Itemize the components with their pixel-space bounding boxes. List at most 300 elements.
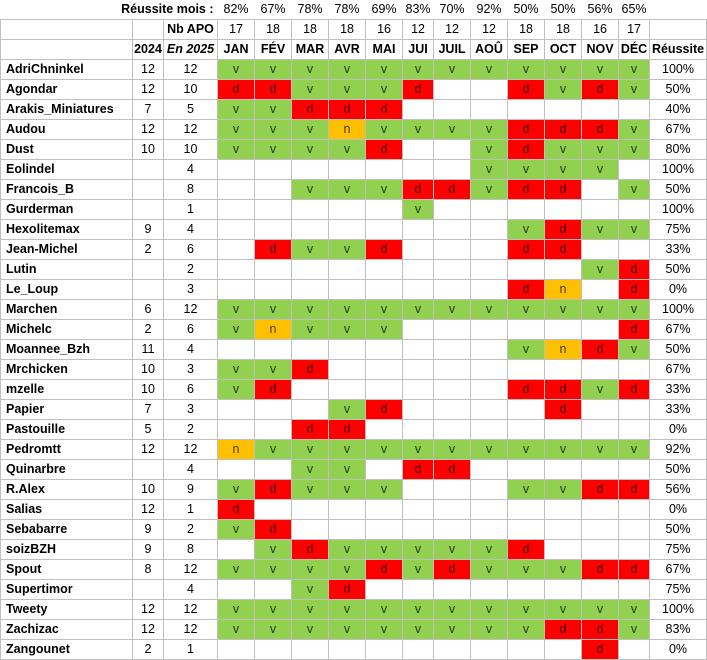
month-status-cell: d <box>366 400 403 420</box>
month-status-cell: v <box>434 60 471 80</box>
month-status-cell <box>218 180 255 200</box>
table-row <box>1 100 707 120</box>
month-status-cell <box>218 540 255 560</box>
month-status-cell <box>255 420 292 440</box>
month-status-cell: d <box>619 560 650 580</box>
table-row <box>1 180 707 200</box>
month-status-cell <box>255 340 292 360</box>
month-status-cell <box>471 200 508 220</box>
month-status-cell: d <box>255 480 292 500</box>
count-2024: 10 <box>133 480 164 500</box>
month-status-cell <box>255 500 292 520</box>
count-2024: 10 <box>133 140 164 160</box>
count-2025: 2 <box>164 520 218 540</box>
month-status-cell: d <box>292 100 329 120</box>
month-status-cell: d <box>545 120 582 140</box>
month-status-cell: v <box>545 440 582 460</box>
month-status-cell: v <box>255 300 292 320</box>
month-status-cell: v <box>329 140 366 160</box>
month-status-cell <box>218 400 255 420</box>
month-count: 18 <box>292 20 329 40</box>
month-status-cell: v <box>292 620 329 640</box>
month-status-cell: v <box>292 440 329 460</box>
month-status-cell <box>403 420 434 440</box>
count-2025: 2 <box>164 260 218 280</box>
month-status-cell: v <box>255 440 292 460</box>
month-status-cell: d <box>545 180 582 200</box>
month-status-cell: v <box>292 580 329 600</box>
month-status-cell <box>366 340 403 360</box>
month-status-cell: d <box>582 80 619 100</box>
count-2024 <box>133 200 164 220</box>
month-header: OCT <box>545 40 582 60</box>
month-status-cell <box>218 220 255 240</box>
member-name: Agondar <box>1 80 133 100</box>
month-count: 18 <box>329 20 366 40</box>
month-status-cell: v <box>292 560 329 580</box>
month-status-cell: n <box>218 440 255 460</box>
member-name: Spout <box>1 560 133 580</box>
month-status-cell: v <box>255 100 292 120</box>
table-row <box>1 220 707 240</box>
column-header-2025: En 2025 <box>164 40 218 60</box>
month-status-cell <box>582 180 619 200</box>
member-name: Zangounet <box>1 640 133 660</box>
month-status-cell <box>218 640 255 660</box>
month-status-cell: v <box>218 360 255 380</box>
month-status-cell <box>582 320 619 340</box>
month-status-cell: d <box>218 500 255 520</box>
month-status-cell <box>545 320 582 340</box>
success-rate: 33% <box>650 380 707 400</box>
month-status-cell <box>434 80 471 100</box>
month-status-cell: d <box>582 340 619 360</box>
month-status-cell: v <box>329 480 366 500</box>
month-status-cell: d <box>582 620 619 640</box>
month-status-cell: v <box>619 620 650 640</box>
count-2025: 4 <box>164 580 218 600</box>
table-row <box>1 400 707 420</box>
member-name: Salias <box>1 500 133 520</box>
success-rate: 33% <box>650 240 707 260</box>
month-status-cell <box>218 460 255 480</box>
table-row <box>1 540 707 560</box>
month-status-cell <box>434 160 471 180</box>
count-2024 <box>133 460 164 480</box>
month-status-cell: v <box>329 400 366 420</box>
month-status-cell: v <box>545 560 582 580</box>
count-2024 <box>133 260 164 280</box>
month-status-cell: v <box>508 440 545 460</box>
month-status-cell <box>329 200 366 220</box>
count-2025: 6 <box>164 320 218 340</box>
success-rate: 100% <box>650 600 707 620</box>
month-status-cell <box>329 500 366 520</box>
member-name: Moannee_Bzh <box>1 340 133 360</box>
month-status-cell: v <box>218 300 255 320</box>
success-rate: 0% <box>650 280 707 300</box>
success-rate: 80% <box>650 140 707 160</box>
member-name: Eolindel <box>1 160 133 180</box>
month-status-cell: v <box>508 340 545 360</box>
month-status-cell: d <box>508 240 545 260</box>
count-2024: 12 <box>133 600 164 620</box>
month-status-cell <box>434 480 471 500</box>
month-status-cell: d <box>619 380 650 400</box>
column-header-success: Réussite <box>650 40 707 60</box>
count-2025: 4 <box>164 220 218 240</box>
month-status-cell <box>366 640 403 660</box>
month-status-cell: d <box>292 360 329 380</box>
month-status-cell <box>403 400 434 420</box>
month-status-cell: v <box>403 620 434 640</box>
month-status-cell: v <box>218 560 255 580</box>
month-status-cell: v <box>292 480 329 500</box>
month-status-cell <box>292 520 329 540</box>
month-status-cell <box>434 280 471 300</box>
month-status-cell: v <box>255 140 292 160</box>
month-status-cell <box>582 420 619 440</box>
month-status-cell: d <box>545 620 582 640</box>
month-status-cell: v <box>292 120 329 140</box>
count-2024: 11 <box>133 340 164 360</box>
member-name: Jean-Michel <box>1 240 133 260</box>
month-status-cell: v <box>619 140 650 160</box>
member-name: Quinarbre <box>1 460 133 480</box>
month-status-cell: v <box>366 600 403 620</box>
month-status-cell <box>508 260 545 280</box>
month-status-cell: v <box>218 620 255 640</box>
month-status-cell: v <box>292 240 329 260</box>
month-status-cell: d <box>619 320 650 340</box>
month-status-cell <box>292 340 329 360</box>
month-status-cell: d <box>218 80 255 100</box>
month-status-cell: d <box>366 240 403 260</box>
month-status-cell <box>471 580 508 600</box>
month-status-cell <box>403 100 434 120</box>
table-row <box>1 460 707 480</box>
month-status-cell: v <box>582 140 619 160</box>
month-status-cell: d <box>366 560 403 580</box>
table-row <box>1 80 707 100</box>
month-status-cell <box>434 220 471 240</box>
month-status-cell: v <box>471 620 508 640</box>
month-status-cell: v <box>218 140 255 160</box>
month-status-cell <box>619 100 650 120</box>
month-status-cell: v <box>366 60 403 80</box>
month-status-cell: v <box>582 60 619 80</box>
month-status-cell: v <box>619 120 650 140</box>
success-rate: 75% <box>650 220 707 240</box>
month-status-cell: v <box>434 620 471 640</box>
month-status-cell <box>434 580 471 600</box>
header-rates-row <box>1 0 707 20</box>
member-name: Le_Loup <box>1 280 133 300</box>
success-rate: 50% <box>650 260 707 280</box>
month-status-cell <box>218 260 255 280</box>
month-status-cell: d <box>545 220 582 240</box>
month-status-cell: v <box>434 440 471 460</box>
month-status-cell <box>619 520 650 540</box>
month-status-cell <box>403 140 434 160</box>
month-status-cell: v <box>218 380 255 400</box>
month-status-cell <box>434 420 471 440</box>
month-status-cell: v <box>434 540 471 560</box>
month-status-cell: d <box>582 640 619 660</box>
month-status-cell <box>434 380 471 400</box>
month-status-cell <box>582 520 619 540</box>
month-status-cell: v <box>619 180 650 200</box>
month-status-cell: v <box>292 80 329 100</box>
month-status-cell: d <box>434 560 471 580</box>
month-status-cell: v <box>329 60 366 80</box>
month-status-cell: v <box>619 300 650 320</box>
month-header: SEP <box>508 40 545 60</box>
member-name: Marchen <box>1 300 133 320</box>
month-status-cell: v <box>329 240 366 260</box>
month-status-cell <box>403 500 434 520</box>
success-rate: 100% <box>650 300 707 320</box>
month-status-cell: v <box>403 600 434 620</box>
month-status-cell: d <box>403 460 434 480</box>
count-2024: 10 <box>133 360 164 380</box>
month-status-cell: v <box>582 160 619 180</box>
month-header: AOÛ <box>471 40 508 60</box>
member-name: R.Alex <box>1 480 133 500</box>
month-status-cell <box>255 280 292 300</box>
month-status-cell <box>366 360 403 380</box>
month-status-cell <box>471 420 508 440</box>
count-2024: 12 <box>133 440 164 460</box>
month-status-cell: d <box>292 420 329 440</box>
count-2024: 7 <box>133 400 164 420</box>
month-status-cell <box>471 640 508 660</box>
month-status-cell: d <box>508 380 545 400</box>
success-rate: 0% <box>650 420 707 440</box>
member-name: Michelc <box>1 320 133 340</box>
month-status-cell: v <box>329 540 366 560</box>
month-status-cell: v <box>545 60 582 80</box>
member-name: Lutin <box>1 260 133 280</box>
month-header: JAN <box>218 40 255 60</box>
month-status-cell <box>218 160 255 180</box>
month-status-cell: v <box>292 300 329 320</box>
month-status-cell: v <box>508 300 545 320</box>
month-status-cell <box>366 160 403 180</box>
month-status-cell: v <box>545 480 582 500</box>
month-status-cell: v <box>508 60 545 80</box>
month-status-cell: d <box>508 120 545 140</box>
month-status-cell: v <box>508 220 545 240</box>
month-status-cell <box>619 420 650 440</box>
month-status-cell <box>434 100 471 120</box>
month-status-cell: d <box>545 240 582 260</box>
success-rate: 0% <box>650 500 707 520</box>
month-status-cell: v <box>471 300 508 320</box>
member-name: Hexolitemax <box>1 220 133 240</box>
month-status-cell <box>508 100 545 120</box>
month-status-cell <box>434 400 471 420</box>
month-status-cell <box>471 320 508 340</box>
month-status-cell <box>292 380 329 400</box>
month-status-cell: v <box>366 120 403 140</box>
month-rate: 56% <box>587 2 613 16</box>
month-status-cell: v <box>366 440 403 460</box>
count-2025: 4 <box>164 340 218 360</box>
member-name: Sebabarre <box>1 520 133 540</box>
month-count: 16 <box>366 20 403 40</box>
month-status-cell: v <box>329 180 366 200</box>
month-status-cell <box>255 460 292 480</box>
month-status-cell <box>619 240 650 260</box>
month-status-cell: v <box>619 340 650 360</box>
member-name: Pedromtt <box>1 440 133 460</box>
month-status-cell <box>403 640 434 660</box>
count-2024 <box>133 280 164 300</box>
month-header: FÉV <box>255 40 292 60</box>
month-status-cell: v <box>366 620 403 640</box>
month-status-cell <box>471 480 508 500</box>
month-status-cell <box>508 200 545 220</box>
month-status-cell <box>292 500 329 520</box>
count-2024: 9 <box>133 220 164 240</box>
month-status-cell <box>218 280 255 300</box>
month-status-cell: v <box>292 460 329 480</box>
month-status-cell: v <box>582 440 619 460</box>
count-2024 <box>133 180 164 200</box>
month-status-cell: d <box>434 460 471 480</box>
month-status-cell <box>619 200 650 220</box>
month-status-cell <box>471 100 508 120</box>
month-status-cell: v <box>471 440 508 460</box>
success-rate: 33% <box>650 400 707 420</box>
month-rate: 78% <box>334 2 360 16</box>
table-row <box>1 60 707 80</box>
month-status-cell: v <box>329 620 366 640</box>
month-status-cell <box>471 380 508 400</box>
month-status-cell: v <box>403 200 434 220</box>
month-status-cell <box>582 100 619 120</box>
month-status-cell <box>403 340 434 360</box>
table-row <box>1 480 707 500</box>
month-status-cell: d <box>403 80 434 100</box>
count-2024: 2 <box>133 640 164 660</box>
member-name: Dust <box>1 140 133 160</box>
month-rate: 78% <box>297 2 323 16</box>
month-status-cell <box>329 260 366 280</box>
month-status-cell: v <box>619 80 650 100</box>
month-status-cell: v <box>329 460 366 480</box>
success-rate: 67% <box>650 360 707 380</box>
count-2024: 6 <box>133 300 164 320</box>
month-status-cell: v <box>619 440 650 460</box>
month-rate: 69% <box>371 2 397 16</box>
month-status-cell <box>545 200 582 220</box>
month-status-cell: d <box>508 540 545 560</box>
month-status-cell <box>329 640 366 660</box>
month-status-cell: v <box>292 180 329 200</box>
month-header: MAR <box>292 40 329 60</box>
month-status-cell <box>218 420 255 440</box>
member-name: Supertimor <box>1 580 133 600</box>
month-status-cell: d <box>366 100 403 120</box>
month-status-cell: v <box>218 600 255 620</box>
month-status-cell <box>434 200 471 220</box>
month-status-cell: v <box>471 180 508 200</box>
month-status-cell <box>582 460 619 480</box>
month-status-cell <box>403 260 434 280</box>
count-2025: 2 <box>164 420 218 440</box>
month-status-cell <box>366 500 403 520</box>
month-status-cell <box>545 100 582 120</box>
month-rate: 65% <box>621 2 647 16</box>
month-status-cell <box>366 380 403 400</box>
month-status-cell: v <box>434 120 471 140</box>
count-2024: 12 <box>133 500 164 520</box>
success-rate: 100% <box>650 200 707 220</box>
month-status-cell <box>508 420 545 440</box>
success-rate: 75% <box>650 540 707 560</box>
count-2025: 1 <box>164 200 218 220</box>
month-status-cell <box>545 500 582 520</box>
month-status-cell <box>366 200 403 220</box>
month-rate: 92% <box>476 2 502 16</box>
month-status-cell <box>329 280 366 300</box>
month-status-cell: v <box>434 300 471 320</box>
month-status-cell: v <box>403 300 434 320</box>
month-status-cell <box>403 240 434 260</box>
month-status-cell <box>292 640 329 660</box>
success-rate: 67% <box>650 320 707 340</box>
count-2025: 12 <box>164 120 218 140</box>
month-status-cell <box>292 200 329 220</box>
month-status-cell <box>471 80 508 100</box>
table-row <box>1 620 707 640</box>
count-2024 <box>133 160 164 180</box>
month-status-cell: v <box>218 520 255 540</box>
month-header: JUI <box>403 40 434 60</box>
month-status-cell: d <box>508 180 545 200</box>
month-status-cell: v <box>218 100 255 120</box>
table-row <box>1 560 707 580</box>
month-status-cell <box>366 280 403 300</box>
count-2025: 3 <box>164 280 218 300</box>
month-status-cell <box>255 580 292 600</box>
count-2024: 10 <box>133 380 164 400</box>
count-2025: 12 <box>164 600 218 620</box>
header-months-row <box>1 40 707 60</box>
month-status-cell <box>403 360 434 380</box>
month-status-cell <box>508 400 545 420</box>
month-status-cell <box>292 280 329 300</box>
month-status-cell: v <box>582 600 619 620</box>
month-status-cell <box>545 420 582 440</box>
month-status-cell: v <box>366 80 403 100</box>
month-status-cell <box>582 280 619 300</box>
month-status-cell <box>403 380 434 400</box>
month-status-cell: v <box>471 120 508 140</box>
month-status-cell: v <box>545 160 582 180</box>
month-status-cell <box>403 160 434 180</box>
month-status-cell <box>329 340 366 360</box>
count-2024: 2 <box>133 240 164 260</box>
month-header: AVR <box>329 40 366 60</box>
month-status-cell <box>434 140 471 160</box>
month-rate: 83% <box>405 2 431 16</box>
month-status-cell: v <box>508 560 545 580</box>
month-status-cell <box>329 220 366 240</box>
table-row <box>1 200 707 220</box>
